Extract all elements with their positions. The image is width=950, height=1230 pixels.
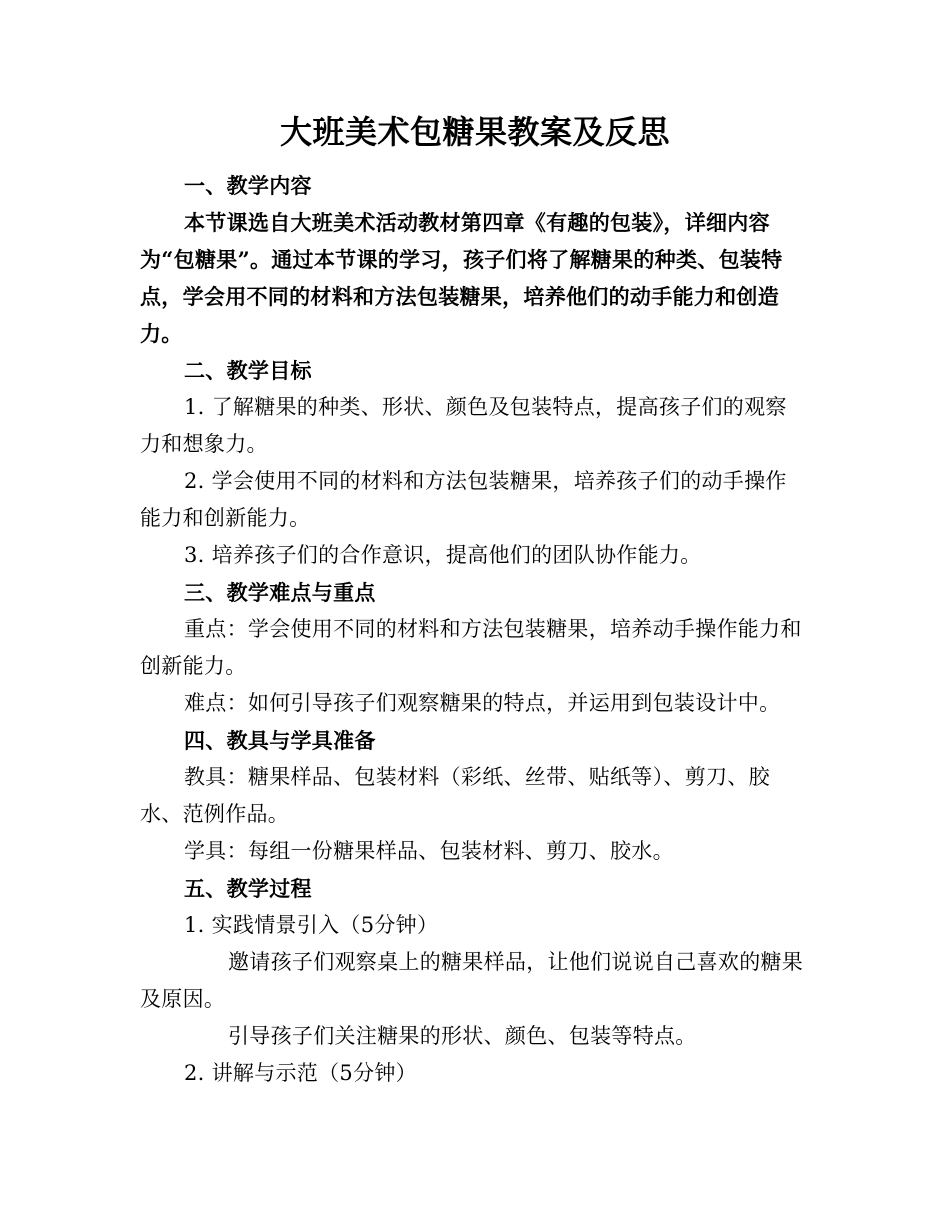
process-step-1: 1. 实践情景引入（5分钟） [184, 913, 439, 937]
goal-item-3: 3. 培养孩子们的合作意识，提高他们的团队协作能力。 [184, 543, 702, 567]
goal-item-2: 2. 学会使用不同的材料和方法包装糖果，培养孩子们的动手操作能力和创新能力。 [140, 469, 787, 530]
teacher-materials-text: 教具：糖果样品、包装材料（彩纸、丝带、贴纸等）、剪刀、胶水、范例作品。 [140, 765, 770, 826]
difficulty-text: 难点：如何引导孩子们观察糖果的特点，并运用到包装设计中。 [184, 691, 781, 715]
section-heading-materials: 四、教具与学具准备 [184, 728, 376, 753]
process-step-1-detail-b: 引导孩子们关注糖果的形状、颜色、包装等特点。 [228, 1024, 697, 1048]
student-materials-text: 学具：每组一份糖果样品、包装材料、剪刀、胶水。 [184, 839, 674, 863]
process-step-2: 2. 讲解与示范（5分钟） [184, 1061, 417, 1085]
goal-item-1: 1. 了解糖果的种类、形状、颜色及包装特点，提高孩子们的观察力和想象力。 [140, 395, 787, 456]
process-step-1-detail-a: 邀请孩子们观察桌上的糖果样品，让他们说说自己喜欢的糖果及原因。 [140, 950, 804, 1011]
section-heading-key-difficult-points: 三、教学难点与重点 [184, 580, 376, 605]
section-heading-teaching-process: 五、教学过程 [184, 876, 312, 901]
document-title: 大班美术包糖果教案及反思 [279, 113, 670, 151]
section-heading-teaching-content: 一、教学内容 [184, 173, 312, 198]
key-point-text: 重点：学会使用不同的材料和方法包装糖果，培养动手操作能力和创新能力。 [140, 617, 802, 678]
section-heading-teaching-goals: 二、教学目标 [184, 358, 312, 383]
paragraph-teaching-content: 本节课选自大班美术活动教材第四章《有趣的包装》，详细内容为“包糖果”。通过本节课的学习，孩子们将了解糖果的种类、包装特点，学会用不同的材料和方法包装糖果，培养他们的动手能力和创造力。 [140, 210, 783, 346]
